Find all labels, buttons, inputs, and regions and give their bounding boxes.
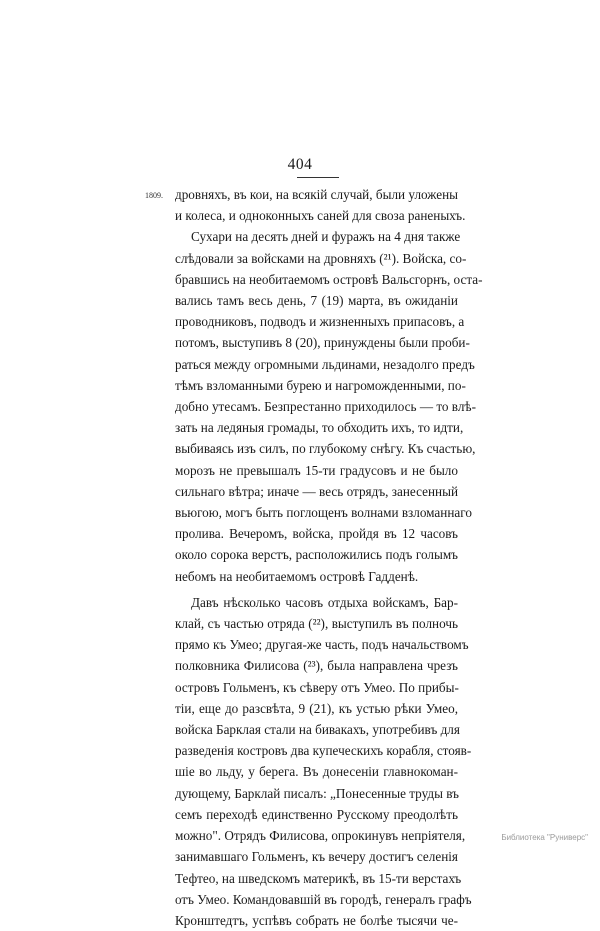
- header-rule: [297, 177, 339, 178]
- text-line: зать на ледяныя громады, то обходить ихъ, то идти,: [175, 420, 464, 436]
- text-line: небомъ на необитаемомъ островѣ Гадденѣ.: [175, 568, 419, 584]
- paragraph-2: [175, 592, 472, 931]
- text-line: отъ Умео. Командовавшiй въ городѣ, генералъ графъ: [175, 891, 472, 907]
- year-margin-note: 1809.: [145, 191, 163, 200]
- page-number: 404: [287, 156, 313, 173]
- text-line: бравшись на необитаемомъ островѣ Вальсгорнъ, оста-: [175, 271, 483, 287]
- text-line: дующему, Барклай писалъ: „Понесенные труды въ: [175, 785, 459, 801]
- text-line: войска Барклая стали на бивакахъ, употребивъ для: [175, 722, 460, 738]
- text-line: вьюгою, могъ быть поглощенъ волнами взломаннаго: [175, 505, 472, 521]
- text-line: вались тамъ весь день, 7 (19) марта, въ ожиданiи: [175, 293, 458, 309]
- text-line: можно". Отрядъ Филисова, опрокинувъ непрiятеля,: [175, 828, 466, 844]
- text-line: и колеса, и одноконныхъ саней для своза раненыхъ.: [175, 208, 466, 224]
- text-line: морозъ не превышалъ 15-ти градусовъ и не было: [175, 462, 458, 478]
- text-line: Тефтео, на шведскомъ материкѣ, въ 15-ти верстахъ: [175, 870, 462, 886]
- text-line: раться между огромными льдинами, незадолго предъ: [175, 356, 475, 372]
- text-line: островъ Гольменъ, къ сѣверу отъ Умео. По прибы-: [175, 679, 459, 695]
- text-line: выбиваясь изъ силъ, по глубокому снѣгу. Къ счастью,: [175, 441, 476, 457]
- text-line: дровняхъ, въ кои, на всякiй случай, были уложены: [175, 187, 458, 202]
- text-line: потомъ, выступивъ 8 (20), принуждены были проби-: [175, 335, 470, 351]
- text-line: сильнаго вѣтра; иначе — весь отрядъ, занесенный: [175, 483, 458, 499]
- body-text: [175, 184, 483, 931]
- text-line: тiи, еще до разсвѣта, 9 (21), къ устью рѣки Умео,: [175, 700, 458, 716]
- text-line: около сорока верстъ, расположились подъ голымъ: [175, 547, 458, 563]
- text-line: семъ переходѣ единственно Русскому преодолѣть: [175, 806, 458, 822]
- text-line: шiе во льду, у берега. Въ донесенiи главнокоман-: [175, 764, 458, 780]
- text-line: полковника Филисова (²³), была направлена чрезъ: [175, 658, 458, 674]
- text-line: Сухари на десять дней и фуражъ на 4 дня также: [191, 229, 461, 245]
- text-line: Давъ нѣсколько часовъ отдыха войскамъ, Бар-: [191, 594, 458, 610]
- text-line: разведенiя костровъ два купеческихъ корабля, стояв-: [175, 743, 472, 759]
- text-line: клай, съ частью отряда (²²), выступилъ въ полночь: [175, 616, 458, 632]
- text-line: занимавшаго Гольменъ, къ вечеру достигъ селенiя: [175, 849, 458, 865]
- paragraph-1: [175, 184, 483, 587]
- text-line: проводниковъ, подводъ и жизненныхъ припасовъ, а: [175, 314, 465, 330]
- text-line: добно утесамъ. Безпрестанно приходилось — то влѣ-: [175, 399, 476, 415]
- text-line: прямо къ Умео; другая-же часть, подъ начальствомъ: [175, 637, 469, 653]
- text-line: тѣмъ взломанными бурею и нагроможденными, по-: [175, 377, 466, 393]
- text-line: пролива. Вечеромъ, войска, пройдя въ 12 часовъ: [175, 526, 458, 542]
- text-line: слѣдовали за войсками на дровняхъ (²¹). Войска, со-: [175, 250, 467, 266]
- library-watermark: Библиотека "Руниверс": [501, 833, 588, 842]
- text-line: Кронштедтъ, успѣвъ собрать не болѣе тысячи че-: [175, 912, 458, 928]
